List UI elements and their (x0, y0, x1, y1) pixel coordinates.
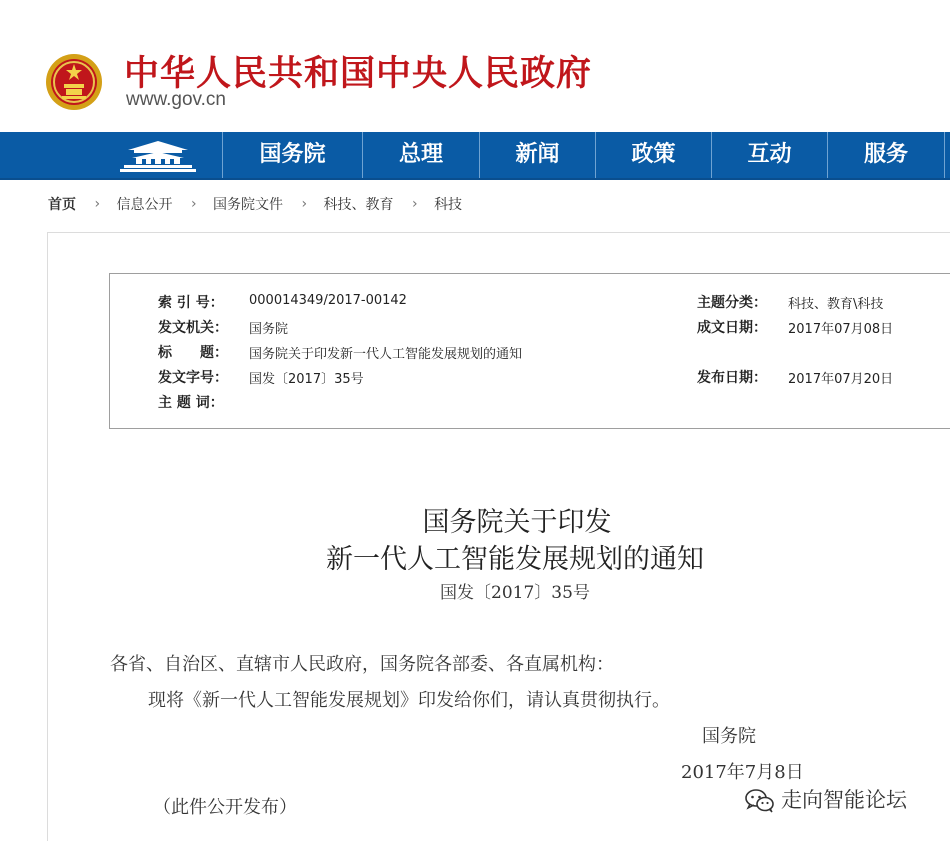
meta-index-label: 索 引 号： (158, 295, 224, 311)
document-title-line1: 国务院关于印发 (422, 507, 612, 538)
chevron-right-icon: › (94, 196, 101, 212)
meta-title-value: 国务院关于印发新一代人工智能发展规划的通知 (249, 347, 523, 362)
chevron-right-icon: › (412, 196, 418, 212)
site-title[interactable]: 中华人民共和国中央人民政府 (124, 54, 593, 94)
document-note: （此件公开发布） (153, 797, 297, 818)
document-date: 2017年7月8日 (681, 762, 804, 783)
meta-issuer-label: 发文机关： (158, 320, 228, 336)
document-title-line2: 新一代人工智能发展规划的通知 (326, 544, 704, 575)
document-number: 国发〔2017〕35号 (440, 583, 590, 603)
meta-issuer-value: 国务院 (249, 322, 289, 337)
wechat-watermark (745, 784, 907, 814)
breadcrumb-science[interactable]: 科技 (434, 197, 463, 213)
meta-written-date-value: 2017年07月08日 (788, 322, 894, 337)
nav-item-news[interactable]: 新闻 (515, 142, 560, 167)
breadcrumb-science-education[interactable]: 科技、教育 (323, 197, 394, 213)
nav-item-policy[interactable]: 政策 (631, 142, 676, 167)
breadcrumb-info-disclosure[interactable]: 信息公开 (116, 197, 173, 213)
meta-publish-date-label: 发布日期： (697, 370, 767, 386)
document-metadata-box (109, 273, 950, 429)
site-header (0, 0, 950, 132)
wechat-icon (745, 788, 775, 814)
nav-item-state-council[interactable]: 国务院 (259, 142, 326, 167)
document-signature: 国务院 (702, 726, 756, 747)
meta-category-label: 主题分类： (697, 295, 767, 311)
breadcrumb (48, 194, 462, 216)
chevron-right-icon: › (190, 196, 197, 212)
meta-docno-value: 国发〔2017〕35号 (249, 372, 364, 387)
nav-item-premier[interactable]: 总理 (398, 142, 443, 167)
nav-divider (944, 132, 945, 178)
meta-publish-date-value: 2017年07月20日 (788, 372, 894, 387)
document-salutation: 各省、自治区、直辖市人民政府，国务院各部委、各直属机构： (110, 654, 614, 675)
watermark-text: 走向智能论坛 (781, 788, 907, 812)
meta-title-label: 标 题： (158, 345, 228, 361)
main-nav (0, 132, 950, 180)
chevron-right-icon: › (301, 196, 308, 212)
national-emblem-icon[interactable] (44, 52, 104, 112)
nav-item-interaction[interactable]: 互动 (747, 142, 792, 167)
breadcrumb-council-documents[interactable]: 国务院文件 (213, 197, 284, 213)
meta-docno-label: 发文字号： (158, 370, 228, 386)
document-body: 现将《新一代人工智能发展规划》印发给你们，请认真贯彻执行。 (148, 690, 670, 711)
gate-building-icon[interactable] (118, 136, 198, 174)
breadcrumb-home[interactable]: 首页 (48, 197, 76, 213)
meta-written-date-label: 成文日期： (697, 320, 767, 336)
meta-keywords-label: 主 题 词： (158, 395, 224, 411)
meta-category-value: 科技、教育\科技 (788, 297, 884, 312)
meta-index-value: 000014349/2017-00142 (249, 293, 407, 308)
nav-item-services[interactable]: 服务 (863, 142, 908, 167)
site-url[interactable]: www.gov.cn (126, 89, 226, 110)
